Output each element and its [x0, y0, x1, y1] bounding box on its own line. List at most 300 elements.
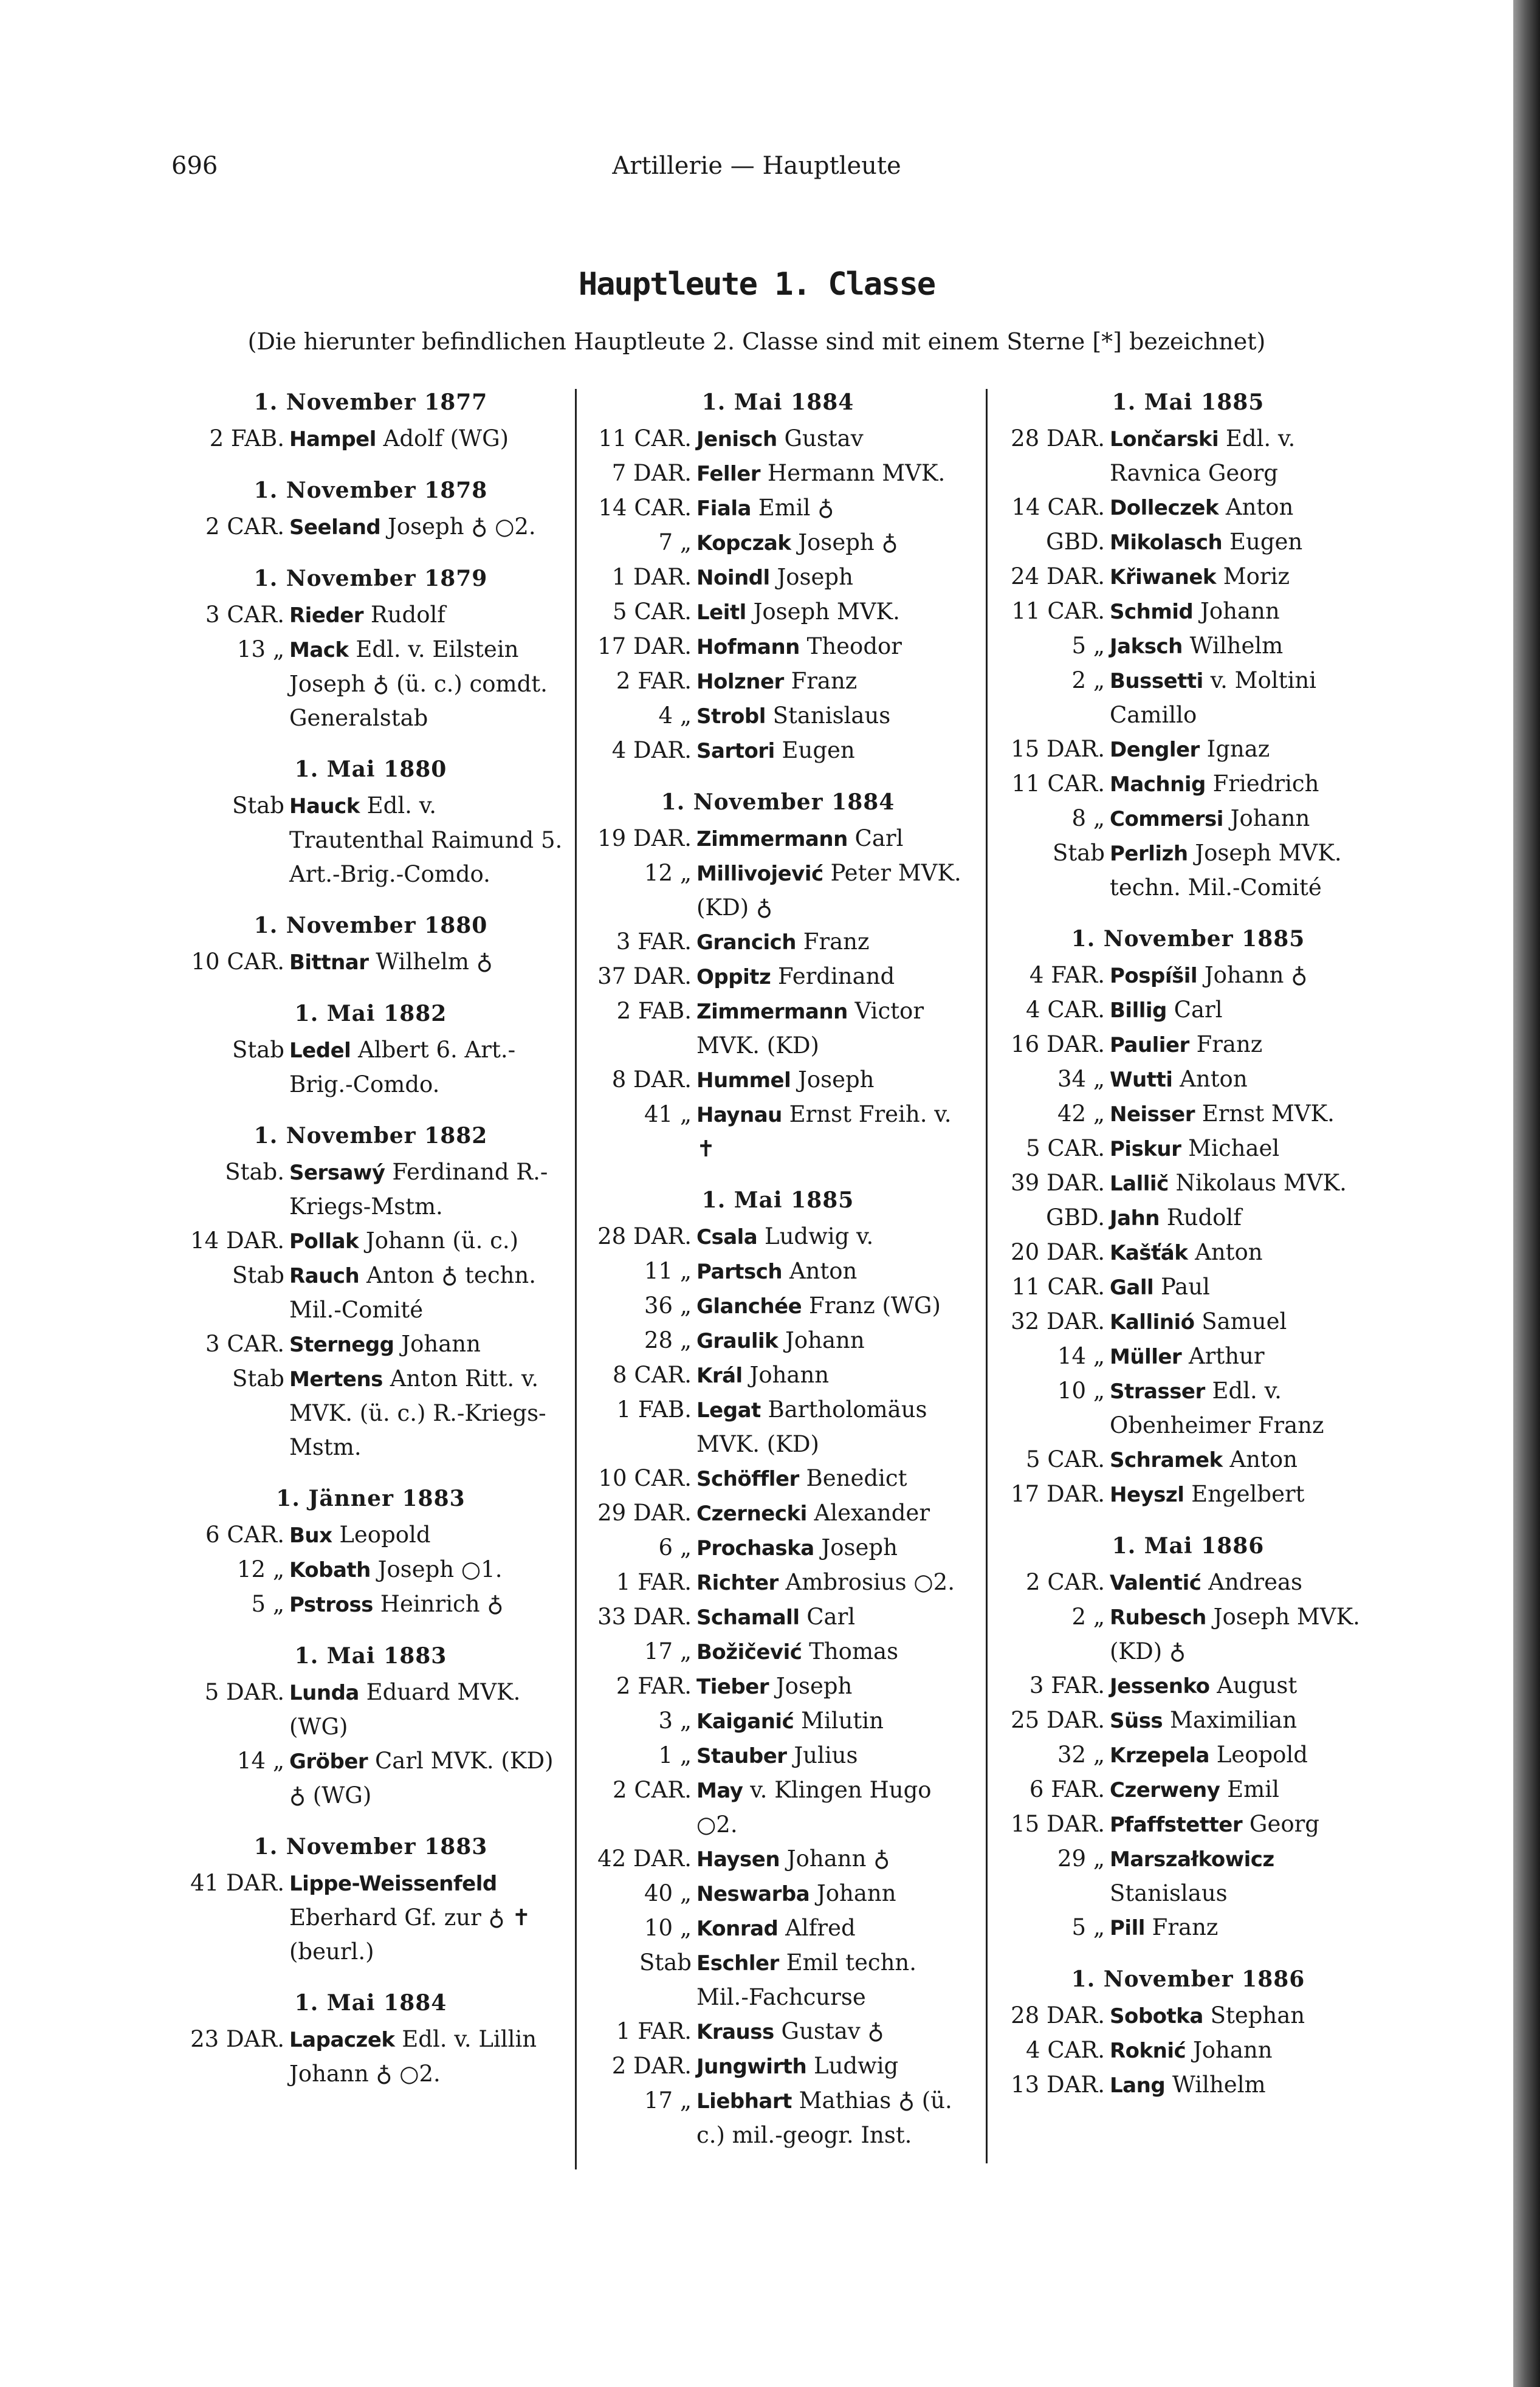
entry-text — [696, 699, 972, 733]
officer-entry — [176, 1362, 565, 1465]
surname: Gall — [1110, 1276, 1154, 1300]
surname: Jahn — [1110, 1206, 1160, 1231]
unit-label: 42 DAR. — [597, 1846, 692, 1872]
officer-entry — [583, 491, 972, 526]
entry-details: Leopold — [339, 1522, 431, 1548]
date-heading: 1. Mai 1883 — [294, 1643, 447, 1669]
entry-details: Franz — [803, 929, 870, 955]
surname: Kallinió — [1110, 1310, 1195, 1334]
entry-details: Johann — [749, 1362, 830, 1388]
surname: Lang — [1110, 2073, 1166, 2098]
date-heading: 1. Mai 1882 — [294, 1001, 447, 1026]
entry-text — [696, 1877, 972, 1911]
officer-entry — [583, 422, 972, 456]
surname: Legat — [696, 1398, 761, 1423]
officer-entry — [583, 822, 972, 856]
column-divider — [986, 389, 988, 2163]
surname: Wutti — [1110, 1068, 1173, 1092]
surname: Lunda — [289, 1681, 359, 1705]
entry-text — [1110, 1374, 1380, 1443]
entry-text — [1110, 422, 1380, 490]
officer-entry — [583, 2014, 972, 2049]
entry-text — [1110, 1270, 1380, 1305]
officer-entry — [176, 1553, 565, 1587]
entry-details: Edl. v. Obenheimer Franz — [1110, 1378, 1324, 1438]
entry-details: Stephan — [1210, 2002, 1305, 2028]
unit-label: 3 FAR. — [616, 929, 692, 955]
officer-entry — [176, 1259, 565, 1327]
officer-entry — [997, 525, 1380, 560]
date-heading: 1. November 1882 — [253, 1123, 488, 1149]
entry-text — [696, 1220, 972, 1254]
page-edge-shadow — [1513, 0, 1540, 2387]
officer-entry — [997, 1374, 1380, 1443]
surname: Hampel — [289, 427, 376, 452]
officer-entry — [176, 510, 565, 544]
page-number: 696 — [171, 152, 218, 180]
entry-text — [1110, 1842, 1380, 1911]
surname: Krzepela — [1110, 1743, 1209, 1768]
entry-details: Anton — [789, 1258, 858, 1284]
surname: Zimmermann — [696, 1000, 848, 1024]
unit-label: 4 FAR. — [1029, 962, 1105, 988]
entry-text — [696, 526, 972, 560]
unit-label: 17 DAR. — [597, 633, 692, 659]
entry-details: Johann — [1230, 805, 1310, 831]
entry-text — [696, 1461, 972, 1496]
surname: Hummel — [696, 1068, 791, 1093]
date-heading: 1. Mai 1880 — [294, 757, 447, 782]
officer-entry — [997, 1738, 1380, 1773]
entry-text — [696, 1600, 972, 1635]
officer-entry — [583, 1773, 972, 1842]
unit-label: Stab — [639, 1949, 692, 1976]
entry-text — [1110, 1166, 1380, 1201]
entry-text — [289, 598, 565, 633]
officer-entry — [997, 1773, 1380, 1807]
entry-text — [289, 1587, 565, 1622]
officer-entry — [997, 1339, 1380, 1374]
date-heading: 1. Mai 1884 — [701, 390, 854, 415]
entry-text — [1110, 2068, 1380, 2103]
surname: Glanchée — [696, 1294, 802, 1319]
unit-label: 1 FAR. — [616, 1569, 692, 1595]
unit-label: 17 DAR. — [1011, 1481, 1105, 1507]
officer-entry — [583, 1635, 972, 1669]
officer-entry — [997, 2033, 1380, 2068]
entry-details: Stanislaus — [1110, 1880, 1228, 1906]
entry-text — [696, 422, 972, 456]
surname: Eschler — [696, 1951, 779, 1976]
unit-label: 4 „ — [658, 702, 692, 729]
entry-details: Nikolaus MVK. — [1175, 1170, 1347, 1196]
unit-label: 12 „ — [236, 1556, 284, 1582]
surname: Mertens — [289, 1367, 383, 1392]
surname: Pstross — [289, 1593, 373, 1617]
date-heading: 1. November 1883 — [253, 1834, 488, 1860]
entry-details: Eugen — [782, 737, 855, 763]
surname: Schöffler — [696, 1467, 799, 1491]
officer-entry — [997, 664, 1380, 732]
officer-entry — [176, 1155, 565, 1224]
unit-label: 14 CAR. — [1011, 494, 1105, 520]
officer-entry — [997, 594, 1380, 629]
officer-entry — [997, 1999, 1380, 2033]
surname: Heyszl — [1110, 1483, 1184, 1507]
entry-text — [696, 560, 972, 595]
surname: Sartori — [696, 739, 775, 763]
surname: Konrad — [696, 1917, 779, 1941]
entry-details: Johann — [401, 1331, 481, 1357]
unit-label: 3 „ — [658, 1708, 692, 1734]
entry-text — [696, 1946, 972, 2014]
entry-text — [696, 2049, 972, 2084]
officer-entry — [583, 1289, 972, 1324]
entry-details: Johann — [816, 1880, 896, 1906]
unit-label: 2 CAR. — [613, 1777, 692, 1803]
surname: Tieber — [696, 1675, 769, 1699]
entry-details: Joseph MVK. — [753, 599, 900, 625]
unit-label: Stab — [232, 1262, 284, 1288]
unit-label: 17 „ — [644, 2087, 692, 2114]
surname: Marszałkowicz — [1110, 1847, 1274, 1872]
entry-text — [1110, 1443, 1380, 1477]
surname: Haynau — [696, 1103, 782, 1127]
unit-label: 42 „ — [1057, 1101, 1105, 1127]
entry-details: Ferdinand R.-Kriegs-Mstm. — [289, 1159, 548, 1220]
surname: Dengler — [1110, 738, 1200, 762]
entry-details: Rudolf — [1166, 1204, 1242, 1231]
surname: Schramek — [1110, 1448, 1223, 1472]
unit-label: 25 DAR. — [1011, 1707, 1105, 1733]
entry-details: Adolf (WG) — [383, 425, 509, 452]
date-heading: 1. Mai 1884 — [294, 1990, 447, 2016]
officer-entry — [997, 1235, 1380, 1270]
entry-details: Joseph — [798, 1066, 875, 1093]
surname: Prochaska — [696, 1536, 814, 1561]
officer-entry — [583, 1669, 972, 1704]
unit-label: 28 DAR. — [1011, 425, 1105, 452]
entry-details: Friedrich — [1212, 771, 1319, 797]
date-heading: 1. Mai 1885 — [1112, 390, 1265, 415]
column-3 — [997, 383, 1380, 2103]
entry-details: Wilhelm ♁ — [376, 949, 493, 975]
surname: Bittnar — [289, 950, 369, 975]
entry-details: Paul — [1160, 1274, 1210, 1300]
unit-label: 4 CAR. — [1026, 2037, 1105, 2063]
officer-entry — [583, 2084, 972, 2152]
entry-details: Georg — [1249, 1811, 1319, 1837]
unit-label: 11 „ — [644, 1258, 692, 1284]
officer-entry — [583, 1063, 972, 1097]
entry-text — [696, 1393, 972, 1461]
surname: Kopczak — [696, 531, 791, 555]
entry-text — [696, 822, 972, 856]
officer-entry — [997, 732, 1380, 767]
officer-entry — [997, 958, 1380, 993]
officer-entry — [583, 856, 972, 925]
unit-label: 28 DAR. — [597, 1223, 692, 1249]
entry-text — [696, 1739, 972, 1773]
entry-text — [289, 1553, 565, 1587]
officer-entry — [583, 1842, 972, 1877]
surname: Noindl — [696, 566, 770, 590]
officer-entry — [583, 630, 972, 664]
unit-label: 5 CAR. — [613, 599, 692, 625]
unit-label: 5 „ — [1071, 1914, 1105, 1940]
surname: Machnig — [1110, 772, 1206, 797]
unit-label: 39 DAR. — [1011, 1170, 1105, 1196]
officer-entry — [583, 526, 972, 560]
unit-label: 14 CAR. — [598, 495, 692, 521]
surname: Billig — [1110, 998, 1167, 1023]
entry-details: Eduard MVK. (WG) — [289, 1679, 521, 1740]
entry-details: Edl. v. Trautenthal Raimund 5. Art.-Brig.-Comdo. — [289, 792, 563, 887]
entry-details: Anton Ritt. v. MVK. (ü. c.) R.-Kriegs-Mstm. — [289, 1365, 546, 1460]
entry-text — [289, 510, 565, 544]
surname: Neisser — [1110, 1102, 1195, 1127]
officer-entry — [176, 1744, 565, 1813]
surname: Schmid — [1110, 600, 1194, 624]
entry-details: Eugen — [1229, 529, 1303, 555]
officer-entry — [583, 1496, 972, 1531]
date-heading: 1. November 1886 — [1071, 1966, 1305, 1992]
entry-details: Carl — [1174, 997, 1223, 1023]
entry-text — [696, 994, 972, 1063]
entry-text — [1110, 1132, 1380, 1166]
section-subtitle: (Die hierunter befindlichen Hauptleute 2. Classe sind mit einem Sterne [*] bezeichnet) — [247, 328, 1266, 355]
entry-text — [1110, 1565, 1380, 1600]
officer-entry — [997, 1807, 1380, 1842]
section-title: Hauptleute 1. Classe — [578, 266, 935, 303]
officer-entry — [997, 1028, 1380, 1062]
surname: Partsch — [696, 1260, 783, 1284]
surname: Pollak — [289, 1229, 359, 1254]
surname: Hofmann — [696, 635, 800, 659]
unit-label: 6 „ — [658, 1534, 692, 1561]
date-heading: 1. November 1884 — [661, 789, 895, 815]
date-heading: 1. November 1885 — [1071, 926, 1305, 952]
surname: Seeland — [289, 515, 381, 540]
officer-entry — [583, 1600, 972, 1635]
officer-entry — [583, 1254, 972, 1289]
unit-label: 6 FAR. — [1029, 1776, 1105, 1802]
unit-label: 3 CAR. — [205, 1331, 284, 1357]
entry-details: Gustav ♁ — [781, 2018, 884, 2044]
entry-text — [1110, 1807, 1380, 1842]
unit-label: 8 CAR. — [613, 1362, 692, 1388]
surname: Křiwanek — [1110, 565, 1216, 589]
officer-entry — [997, 1201, 1380, 1235]
surname: Stauber — [696, 1744, 787, 1768]
surname: Král — [696, 1364, 743, 1388]
officer-entry — [997, 1911, 1380, 1945]
entry-details: Leopold — [1216, 1742, 1308, 1768]
entry-details: Arthur — [1188, 1343, 1265, 1369]
surname: Lallič — [1110, 1172, 1169, 1196]
entry-details: Benedict — [806, 1465, 907, 1491]
entry-text — [696, 1842, 972, 1877]
surname: Haysen — [696, 1847, 780, 1872]
entry-text — [1110, 958, 1380, 993]
entry-details: Franz — [791, 668, 858, 694]
unit-label: 24 DAR. — [1011, 563, 1105, 589]
entry-text — [1110, 1028, 1380, 1062]
entry-text — [696, 1911, 972, 1946]
unit-label: 10 CAR. — [191, 949, 284, 975]
unit-label: 29 „ — [1057, 1846, 1105, 1872]
entry-text — [289, 1155, 565, 1224]
unit-label: 5 CAR. — [1026, 1446, 1105, 1472]
entry-details: Johann ♁ — [786, 1846, 890, 1872]
entry-details: Gustav — [784, 425, 864, 452]
entry-details: Wilhelm — [1189, 633, 1284, 659]
entry-details: Johann ♁ — [1204, 962, 1308, 988]
unit-label: Stab. — [225, 1159, 284, 1185]
surname: Pfaffstetter — [1110, 1813, 1243, 1837]
officer-entry — [997, 629, 1380, 664]
entry-details: Anton — [1195, 1239, 1263, 1265]
entry-text — [1110, 836, 1380, 905]
surname: Jessenko — [1110, 1674, 1210, 1698]
entry-text — [1110, 1669, 1380, 1703]
surname: Lapaczek — [289, 2028, 395, 2052]
surname: Krauss — [696, 2020, 774, 2044]
unit-label: 2 FAR. — [616, 1673, 692, 1699]
unit-label: 2 FAB. — [616, 998, 692, 1024]
officer-entry — [997, 802, 1380, 836]
entry-details: Franz — [1152, 1914, 1219, 1940]
surname: Lončarski — [1110, 427, 1219, 452]
entry-text — [696, 1097, 972, 1166]
entry-details: August — [1217, 1672, 1298, 1698]
officer-entry — [583, 664, 972, 699]
column-2 — [583, 383, 972, 2152]
surname: Sternegg — [289, 1333, 394, 1357]
unit-label: 11 CAR. — [598, 425, 692, 452]
date-heading: 1. November 1877 — [253, 390, 488, 415]
surname: Neswarba — [696, 1882, 810, 1906]
entry-details: Peter MVK. (KD) ♁ — [696, 860, 961, 921]
unit-label: 1 „ — [658, 1742, 692, 1768]
unit-label: 5 CAR. — [1026, 1135, 1105, 1161]
entry-text — [696, 1496, 972, 1531]
surname: Rieder — [289, 603, 364, 628]
officer-entry — [997, 1132, 1380, 1166]
unit-label: 11 CAR. — [1011, 1274, 1105, 1300]
officer-entry — [997, 1600, 1380, 1669]
entry-text — [289, 1675, 565, 1744]
entry-text — [1110, 1703, 1380, 1738]
unit-label: 20 DAR. — [1011, 1239, 1105, 1265]
entry-text — [289, 1327, 565, 1362]
unit-label: 36 „ — [644, 1293, 692, 1319]
entry-details: Alfred — [785, 1915, 856, 1941]
entry-text — [696, 1704, 972, 1739]
entry-details: Maximilian — [1169, 1707, 1298, 1733]
surname: Csala — [696, 1225, 758, 1249]
unit-label: 1 FAR. — [616, 2018, 692, 2044]
entry-details: Ignaz — [1206, 736, 1270, 762]
unit-label: 2 „ — [1071, 1604, 1105, 1630]
surname: Kaiganić — [696, 1709, 794, 1734]
unit-label: 8 „ — [1071, 805, 1105, 831]
entry-details: Thomas — [809, 1638, 899, 1664]
entry-details: Ernst MVK. — [1201, 1101, 1335, 1127]
officer-entry — [997, 1443, 1380, 1477]
entry-text — [696, 1324, 972, 1358]
surname: Holzner — [696, 670, 784, 694]
entry-text — [289, 2022, 565, 2091]
entry-text — [1110, 1097, 1380, 1132]
officer-entry — [583, 1704, 972, 1739]
officer-entry — [583, 1739, 972, 1773]
officer-entry — [583, 1531, 972, 1565]
entry-text — [289, 633, 565, 735]
surname: Müller — [1110, 1345, 1182, 1369]
date-heading: 1. November 1880 — [253, 913, 488, 938]
unit-label: 4 CAR. — [1026, 997, 1105, 1023]
surname: Sersawý — [289, 1161, 385, 1185]
officer-entry — [997, 1166, 1380, 1201]
entry-details: Ludwig — [813, 2053, 899, 2079]
entry-details: Franz — [1196, 1031, 1263, 1057]
entry-text — [289, 1224, 565, 1259]
entry-details: v. Klingen Hugo ○2. — [696, 1777, 932, 1838]
unit-label: 14 „ — [236, 1748, 284, 1774]
entry-text — [1110, 993, 1380, 1028]
column-1 — [176, 383, 565, 2091]
unit-label: Stab — [232, 1365, 284, 1392]
entry-details: Anton ♁ techn. Mil.-Comité — [289, 1262, 536, 1323]
entry-details: Moriz — [1223, 563, 1290, 589]
entry-details: Johann — [1192, 2037, 1273, 2063]
officer-entry — [583, 560, 972, 595]
officer-entry — [583, 699, 972, 733]
entry-details: Andreas — [1208, 1569, 1303, 1595]
officer-entry — [583, 1358, 972, 1393]
officer-entry — [176, 945, 565, 980]
entry-text — [696, 733, 972, 768]
surname: Grancich — [696, 930, 796, 955]
officer-entry — [583, 1097, 972, 1166]
officer-entry — [997, 1842, 1380, 1911]
entry-text — [289, 1744, 565, 1813]
surname: Mack — [289, 638, 349, 662]
unit-label: Stab — [1053, 840, 1105, 866]
unit-label: GBD. — [1046, 529, 1105, 555]
surname: Oppitz — [696, 965, 771, 989]
date-heading: 1. November 1878 — [253, 478, 488, 503]
officer-entry — [176, 2022, 565, 2091]
officer-entry — [997, 993, 1380, 1028]
surname: Jaksch — [1110, 634, 1183, 659]
unit-label: 37 DAR. — [597, 963, 692, 989]
entry-details: Eberhard Gf. zur ♁ ✝ (beurl.) — [289, 1904, 531, 1965]
surname: Zimmermann — [696, 827, 848, 851]
unit-label: 2 „ — [1071, 667, 1105, 693]
entry-text — [696, 1531, 972, 1565]
officer-entry — [176, 1866, 565, 1969]
officer-entry — [997, 560, 1380, 594]
officer-entry — [997, 1703, 1380, 1738]
entry-text — [1110, 1738, 1380, 1773]
surname: Richter — [696, 1571, 779, 1595]
entry-text — [696, 1565, 972, 1600]
column-divider — [575, 389, 577, 2169]
entry-text — [696, 1063, 972, 1097]
surname: Pospíšil — [1110, 964, 1198, 988]
